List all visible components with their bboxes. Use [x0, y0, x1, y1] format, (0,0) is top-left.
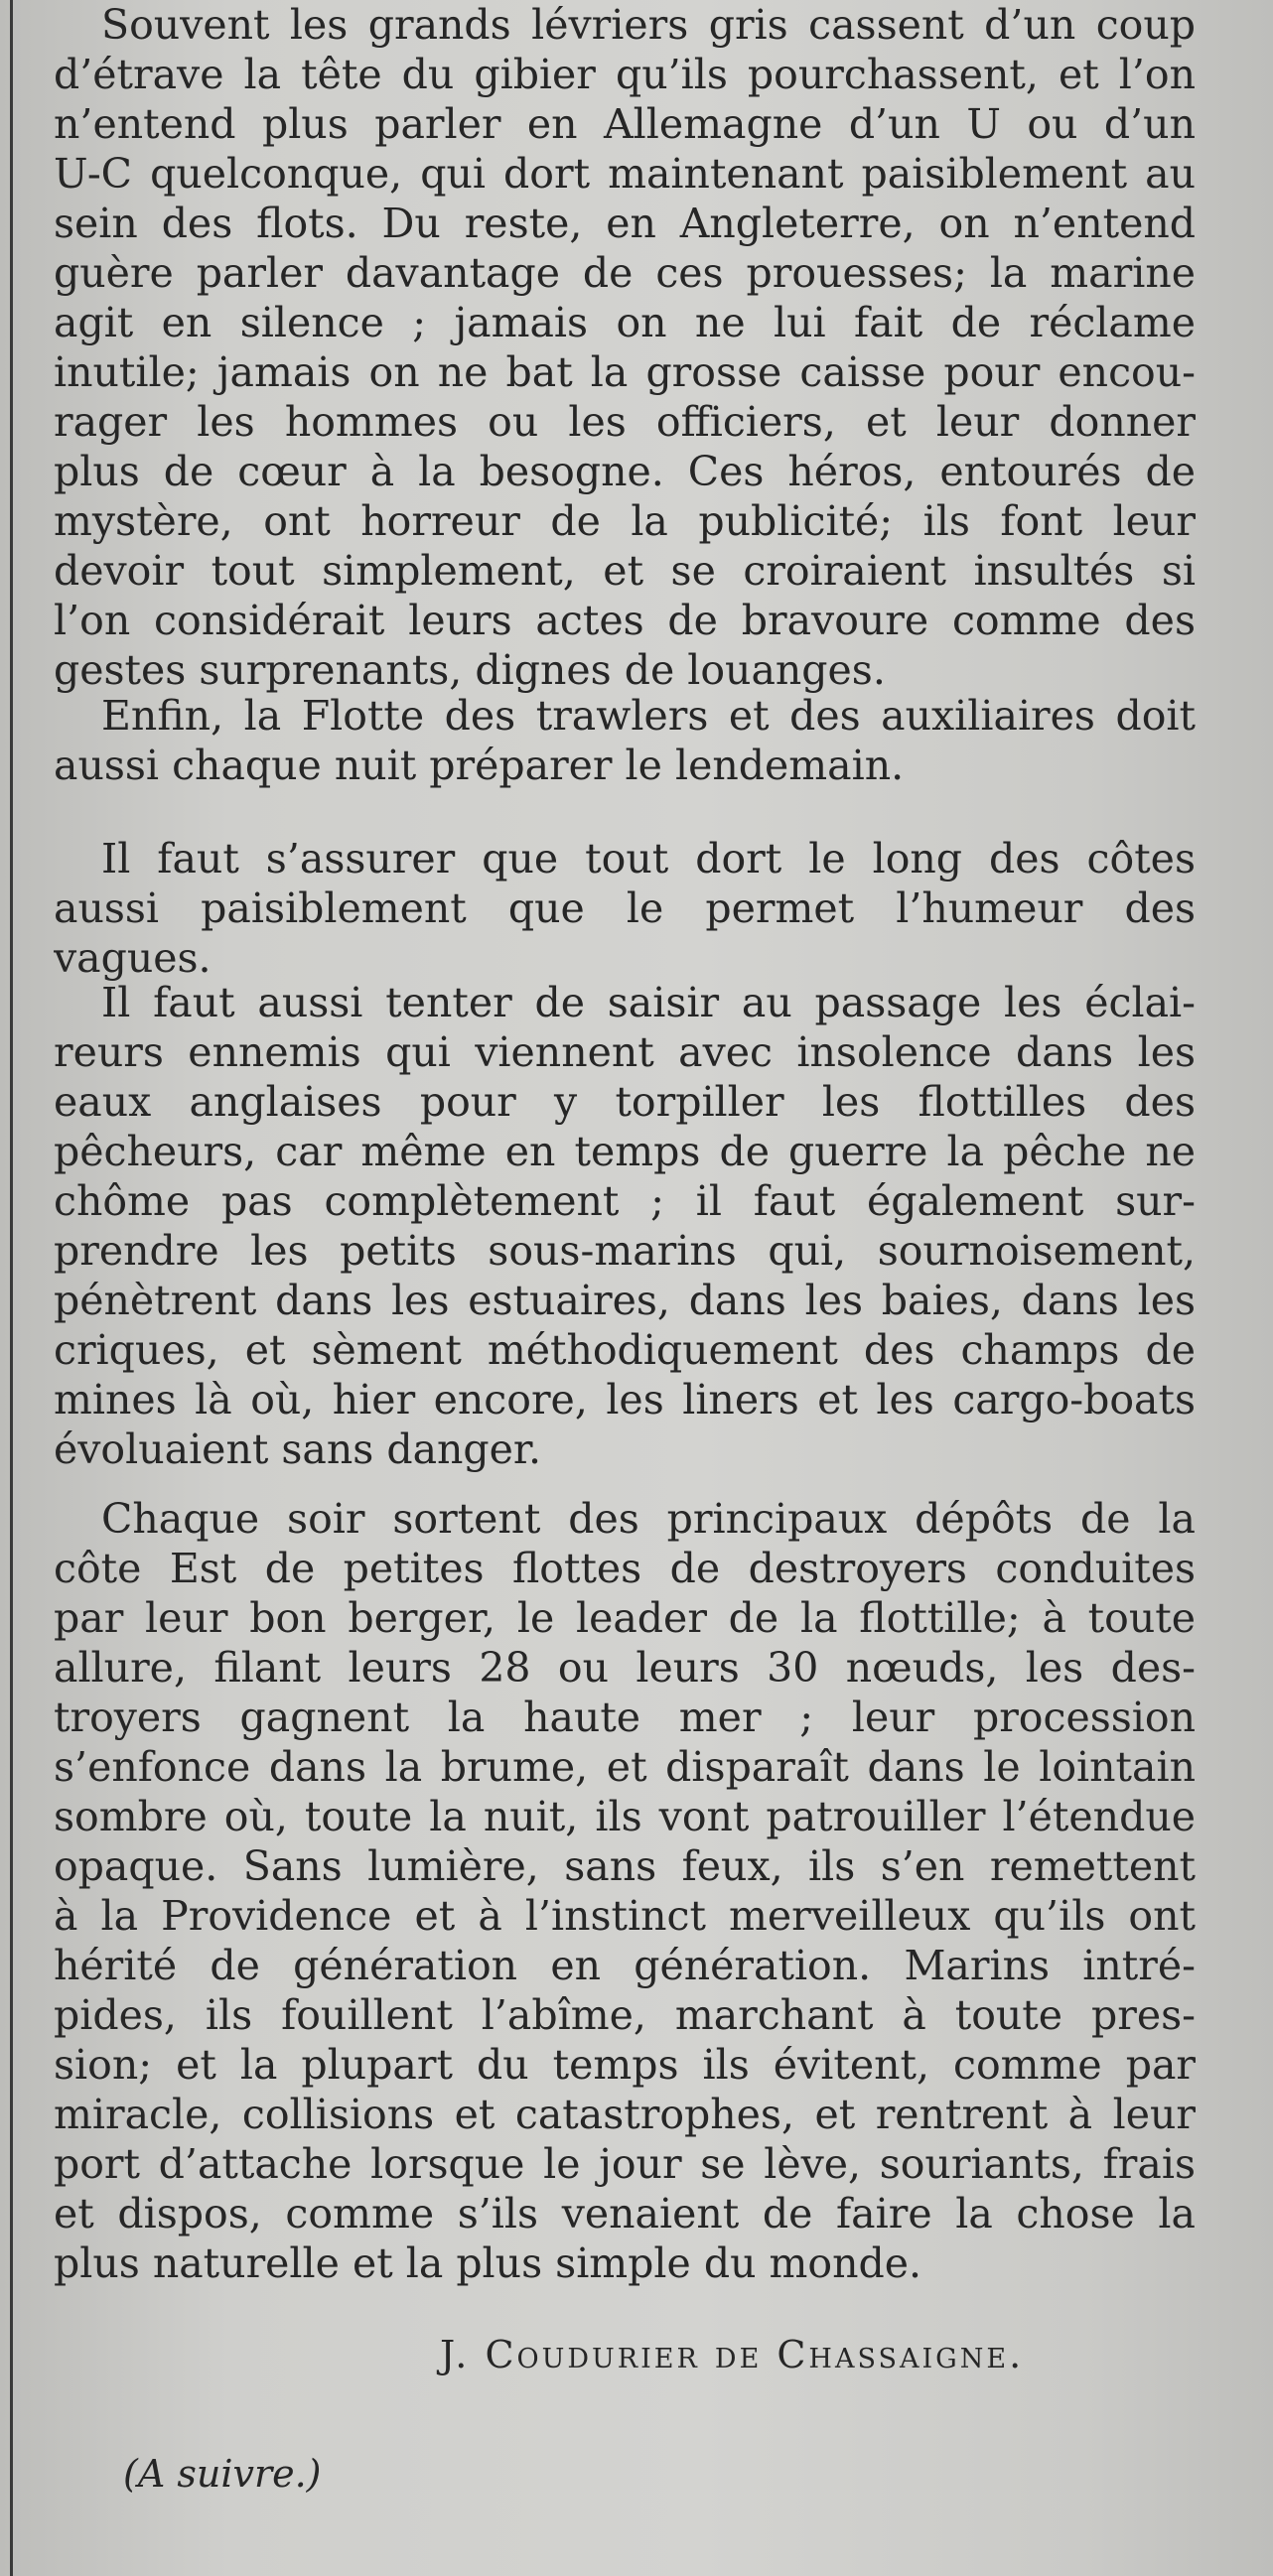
text-line: s’enfonce dans la brume, et disparaît dans le lointain [54, 1743, 1196, 1791]
text-line: Souvent les grands lévriers gris cassent d’un coup [101, 1, 1196, 49]
text-line: et dispos, comme s’ils venaient de faire la chose la [54, 2190, 1196, 2237]
text-line: aussi paisiblement que le permet l’humeur des [54, 884, 1196, 932]
text-line: inutile; jamais on ne bat la grosse caisse pour encou- [54, 348, 1196, 396]
text-line: mines là où, hier encore, les liners et les cargo-boats [54, 1376, 1196, 1424]
text-line: évoluaient sans danger. [54, 1425, 542, 1473]
paragraph [54, 691, 1196, 790]
text-line: U-C quelconque, qui dort maintenant paisiblement au [54, 150, 1196, 198]
text-line: allure, filant leurs 28 ou leurs 30 nœuds, les des- [54, 1644, 1196, 1692]
text-line: port d’attache lorsque le jour se lève, souriants, frais [54, 2140, 1196, 2188]
paragraph [54, 1494, 1196, 2288]
text-line: opaque. Sans lumière, sans feux, ils s’en remettent [54, 1842, 1196, 1890]
paragraph [54, 978, 1196, 1474]
text-line: l’on considérait leurs actes de bravoure comme des [54, 597, 1196, 644]
text-line: n’entend plus parler en Allemagne d’un U ou d’un [54, 100, 1196, 148]
text-line: sein des flots. Du reste, en Angleterre, on n’entend [54, 200, 1196, 247]
text-line: plus naturelle et la plus simple du monde. [54, 2239, 922, 2287]
text-line: gestes surprenants, dignes de louanges. [54, 646, 886, 694]
text-line: par leur bon berger, le leader de la flottille; à toute [54, 1594, 1196, 1642]
text-line: hérité de génération en génération. Marins intré- [54, 1942, 1196, 1989]
text-line: pénètrent dans les estuaires, dans les baies, dans les [54, 1277, 1196, 1324]
text-line: chôme pas complètement ; il faut également sur- [54, 1177, 1196, 1225]
author-signature: J. Coudurier de Chassaigne. [440, 2333, 1025, 2376]
text-line: plus de cœur à la besogne. Ces héros, entourés de [54, 448, 1196, 495]
text-line: agit en silence ; jamais on ne lui fait de réclame [54, 299, 1196, 346]
text-line: côte Est de petites flottes de destroyers conduites [54, 1545, 1196, 1592]
paragraph [54, 834, 1196, 983]
text-line: aussi chaque nuit préparer le lendemain. [54, 742, 905, 789]
text-line: criques, et sèment méthodiquement des champs de [54, 1326, 1196, 1374]
text-line: pêcheurs, car même en temps de guerre la pêche ne [54, 1128, 1196, 1175]
text-line: devoir tout simplement, et se croiraient insultés si [54, 547, 1196, 595]
text-line: Chaque soir sortent des principaux dépôts de la [101, 1495, 1196, 1543]
text-line: reurs ennemis qui viennent avec insolence dans les [54, 1028, 1196, 1076]
text-line: miracle, collisions et catastrophes, et rentrent à leur [54, 2091, 1196, 2138]
text-line: Enfin, la Flotte des trawlers et des auxiliaires doit [101, 692, 1196, 740]
text-line: eaux anglaises pour y torpiller les flottilles des [54, 1078, 1196, 1126]
text-line: pides, ils fouillent l’abîme, marchant à toute pres- [54, 1991, 1196, 2039]
text-line: sombre où, toute la nuit, ils vont patrouiller l’étendue [54, 1793, 1196, 1840]
text-line: prendre les petits sous-marins qui, sournoisement, [54, 1227, 1196, 1275]
text-line: mystère, ont horreur de la publicité; ils font leur [54, 497, 1196, 545]
text-line: à la Providence et à l’instinct merveilleux qu’ils ont [54, 1892, 1196, 1940]
text-line: Il faut aussi tenter de saisir au passage les éclai- [101, 979, 1196, 1026]
text-line: vagues. [54, 934, 212, 982]
continuation-note: (A suivre.) [123, 2452, 322, 2496]
left-column-rule [10, 0, 13, 2576]
text-line: rager les hommes ou les officiers, et leur donner [54, 398, 1196, 446]
text-line: guère parler davantage de ces prouesses; la marine [54, 249, 1196, 297]
text-line: sion; et la plupart du temps ils évitent, comme par [54, 2041, 1196, 2089]
text-line: d’étrave la tête du gibier qu’ils pourchassent, et l’on [54, 51, 1196, 98]
text-line: troyers gagnent la haute mer ; leur procession [54, 1694, 1196, 1741]
paragraph [54, 0, 1196, 695]
text-line: Il faut s’assurer que tout dort le long des côtes [101, 835, 1196, 882]
